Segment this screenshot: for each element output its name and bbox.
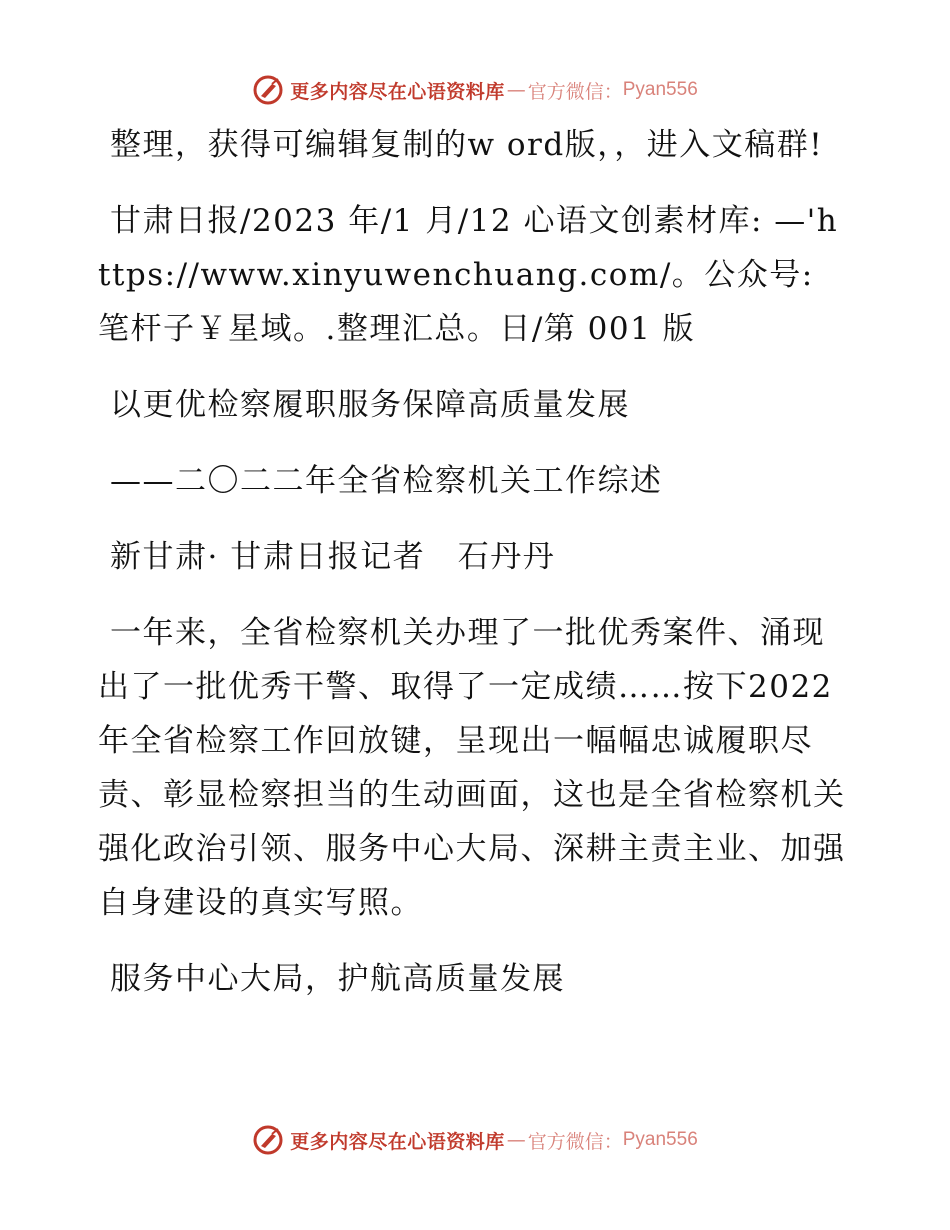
header-watermark — [0, 70, 950, 110]
watermark-official-label: 官方微信： — [527, 80, 623, 103]
watermark-brand: 更多内容尽在心语资料库 — [290, 80, 505, 103]
article-title: 以更优检察履职服务保障高质量发展 — [110, 387, 630, 423]
brush-logo-icon — [252, 1124, 284, 1156]
watermark-official-label: 官方微信： — [527, 1130, 623, 1153]
watermark-brand: 更多内容尽在心语资料库 — [290, 1130, 505, 1153]
document-body — [98, 118, 850, 1028]
paragraph-intro: 整理，获得可编辑复制的w ord版，，进入文稿群! — [110, 127, 824, 163]
watermark-dash: — — [506, 79, 526, 101]
article-subtitle: ——二〇二二年全省检察机关工作综述 — [110, 463, 663, 499]
watermark-dash: — — [506, 1129, 526, 1151]
paragraph-body: 一年来，全省检察机关办理了一批优秀案件、涌现出了一批优秀干警、取得了一定成绩……按下2022 年全省检察工作回放键，呈现出一幅幅忠诚履职尽责、彰显检察担当的生动画面，这也是全省检察机关强化政治引领、服务中心大局、深耕主责主业、加强自身建设的真实写照。 — [98, 615, 846, 921]
section-heading: 服务中心大局，护航高质量发展 — [110, 961, 565, 997]
watermark-wechat-id: Pyan556 — [622, 79, 698, 100]
paragraph-source: 甘肃日报/2023 年/1 月/12 心语文创素材库: —'https://www.xinyuwenchuang.com/。公众号: 笔杆子￥星域。.整理汇总。日/第 001 版 — [98, 203, 839, 347]
watermark-wechat-id: Pyan556 — [622, 1129, 698, 1150]
brush-logo-icon — [252, 74, 284, 106]
article-byline: 新甘肃· 甘肃日报记者 石丹丹 — [110, 539, 556, 575]
footer-watermark — [0, 1120, 950, 1160]
